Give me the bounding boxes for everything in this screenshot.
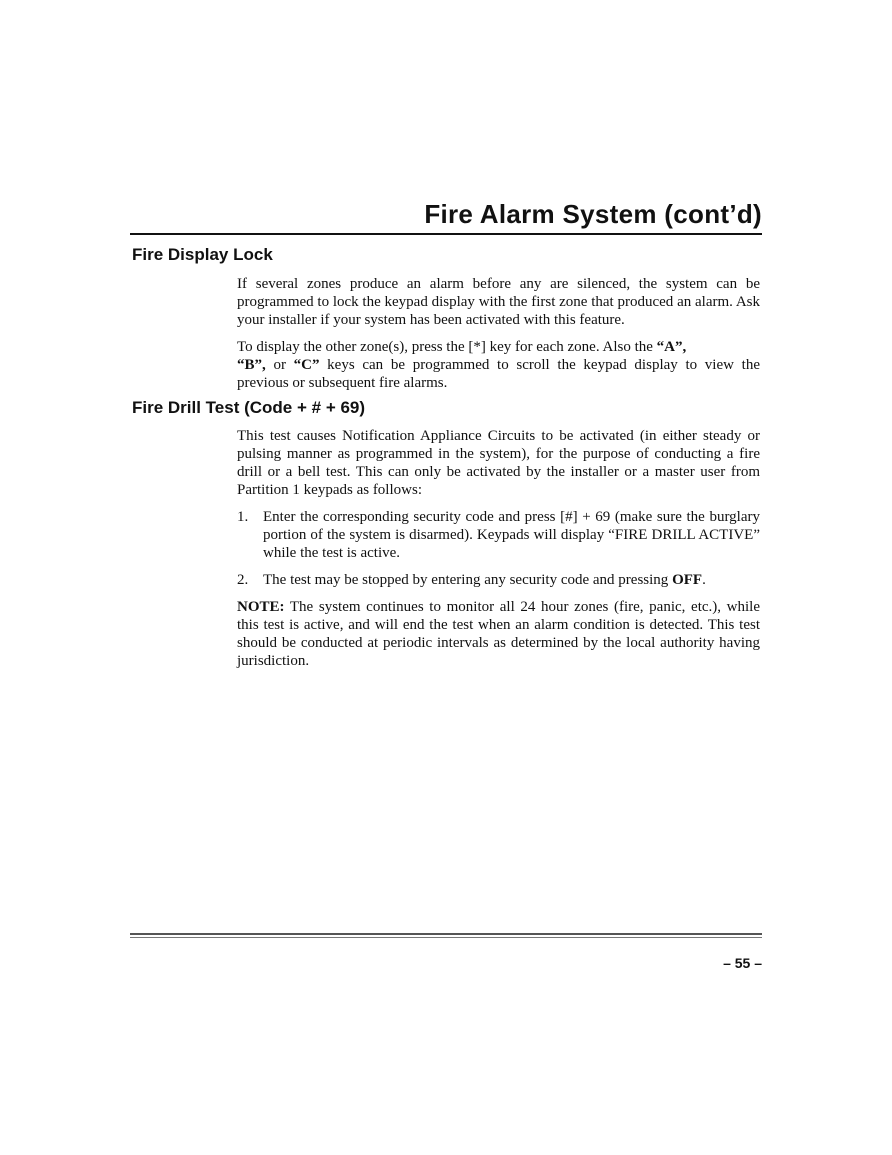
list-text-end: . [702,572,706,588]
list-item [237,571,760,589]
note-label: NOTE: [237,599,285,615]
note-paragraph [237,598,760,670]
text-span: To display the other zone(s), press the [*] key for each zone. Also the [237,339,657,355]
page-title: Fire Alarm System (cont’d) [424,199,762,229]
note-text: The system continues to monitor all 24 hour zones (fire, panic, etc.), while this test is active, and will end the test when an alarm condition is detected. This test should be conducted at periodic intervals as determined by the local authority having jurisdiction. [237,599,760,669]
section-heading-fire-drill-test: Fire Drill Test (Code + # + 69) [132,398,366,417]
fire-display-lock-body [237,275,760,401]
page-number: – 55 – [723,955,762,971]
footer-rule-thin [130,937,762,938]
paragraph-scroll-keys [237,338,760,392]
list-item [237,508,760,562]
footer-rule [130,933,762,935]
list-text: The test may be stopped by entering any security code and pressing [263,572,673,588]
key-b-label: “B”, [237,357,266,373]
text-span: or [265,357,294,373]
paragraph: This test causes Notification Appliance Circuits to be activated (in either steady or pulsing manner as programmed in the system), for the purpose of conducting a fire drill or a bell test. This can only be activated by the installer or a master user from Partition 1 keypads as follows: [237,428,760,498]
key-c-label: “C” [293,357,320,373]
text-span: keys can be programmed to scroll the keypad display to view the previous or subsequent fire alarms. [237,357,760,391]
paragraph: If several zones produce an alarm before any are silenced, the system can be programmed to lock the keypad display with the first zone that produced an alarm. Ask your installer if your system has been activated with this feature. [237,276,760,328]
section-heading-fire-display-lock: Fire Display Lock [132,245,273,264]
title-rule [130,233,762,235]
list-number: 1. [237,509,249,525]
key-a-label: “A”, [656,339,687,355]
fire-drill-test-body [237,427,760,679]
off-key-label: OFF [672,572,703,588]
list-text: Enter the corresponding security code and press [#] + 69 (make sure the burglary portion of the system is disarmed). Keypads will display “FIRE DRILL ACTIVE” while the test is active. [263,509,760,561]
list-number: 2. [237,572,249,588]
